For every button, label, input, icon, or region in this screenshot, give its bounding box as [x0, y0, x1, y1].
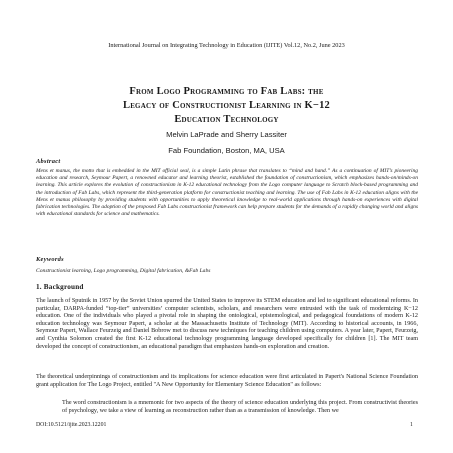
title-line: From Logo Programming to Fab Labs: the — [129, 86, 324, 97]
doi-footer: DOI:10.5121/ijite.2023.12201 — [36, 422, 107, 428]
journal-header: International Journal on Integrating Technology in Education (IJITE) Vol.12, No.2, June 2023 — [108, 42, 345, 49]
section-heading: 1. Background — [36, 283, 84, 291]
keywords-heading: Keywords — [36, 256, 64, 263]
title-line: Legacy of Constructionist Learning in K−12 — [122, 100, 330, 111]
title-line: Education Technology — [174, 114, 279, 125]
page-number: 1 — [410, 422, 413, 428]
block-quote: The word constructionism is a mnemonic for two aspects of the theory of science education underlying this project. From constructivist theories of psychology, we take a view of learning as reconstruction rather than as a transmission of knowledge. Then we — [62, 400, 418, 414]
keywords-text: Constructionist learning, Logo programming, Digital fabrication, &Fab Labs — [36, 268, 211, 274]
authors: Melvin LaPrade and Sherry Lassiter — [166, 130, 287, 139]
body-paragraph: The theoretical underpinnings of constructionism and its implications for science education were first articulated in Papert's National Science Foundation grant application for The Logo Project, entitled "A New Opportunity for Elementary Science Education" as follows: — [36, 374, 418, 388]
body-paragraph: The launch of Sputnik in 1957 by the Soviet Union spurred the United States to improve its STEM education and led to significant educational reforms. In particular, DARPA-funded “top-tier” universities’ computer scientists, scholars, and researchers were entrusted with the task of modernizing K−12 education. One of the individuals who played a pivotal role in shaping the ontological, epistemological, and pedagogical foundations of modern K-12 education technology was Seymour Papert, a scholar at the Massachusetts Institute of Technology (MIT). According to historical accounts, in 1966, Seymour Papert, Wallace Feurzeig and Daniel Bobrow met to discuss new techniques for teaching children using computers. A year later, Papert, Feurzeig, and Cynthia Solomon created the first K-12 educational technology programming language developed specifically for children [1]. The MIT team developed the concept of constructionism, an educational paradigm that emphasizes hands-on exploration and creation. — [36, 298, 418, 350]
paper-title — [44, 85, 409, 127]
affiliation: Fab Foundation, Boston, MA, USA — [168, 146, 285, 155]
abstract-text: Mens et manus, the motto that is embedded in the MIT official seal, is a simple Latin phrase that translates to “mind and hand.” As a continuation of MIT’s pioneering education and research, Seymour Papert, a renowned educator and learning theorist, established the foundation of constructionism, which emphasizes hands-on/minds-on learning. This article explores the evolution of constructionism in K-12 educational technology from the Logo computer language to Scratch block-based programming and the introduction of Fab Labs, which represent the third-generation platform for constructionist teaching and learning. The use of Fab Labs in K-12 education aligns with the Mens et manus philosophy by providing students with opportunities to apply theoretical knowledge to real-world applications through hands-on experiences with digital fabrication technologies. The adoption of the proposed Fab Labs constructionist framework can help prepare students for the demands of a rapidly changing world and aligns with educational standards for science and mathematics. — [36, 168, 418, 218]
abstract-heading: Abstract — [36, 158, 61, 165]
